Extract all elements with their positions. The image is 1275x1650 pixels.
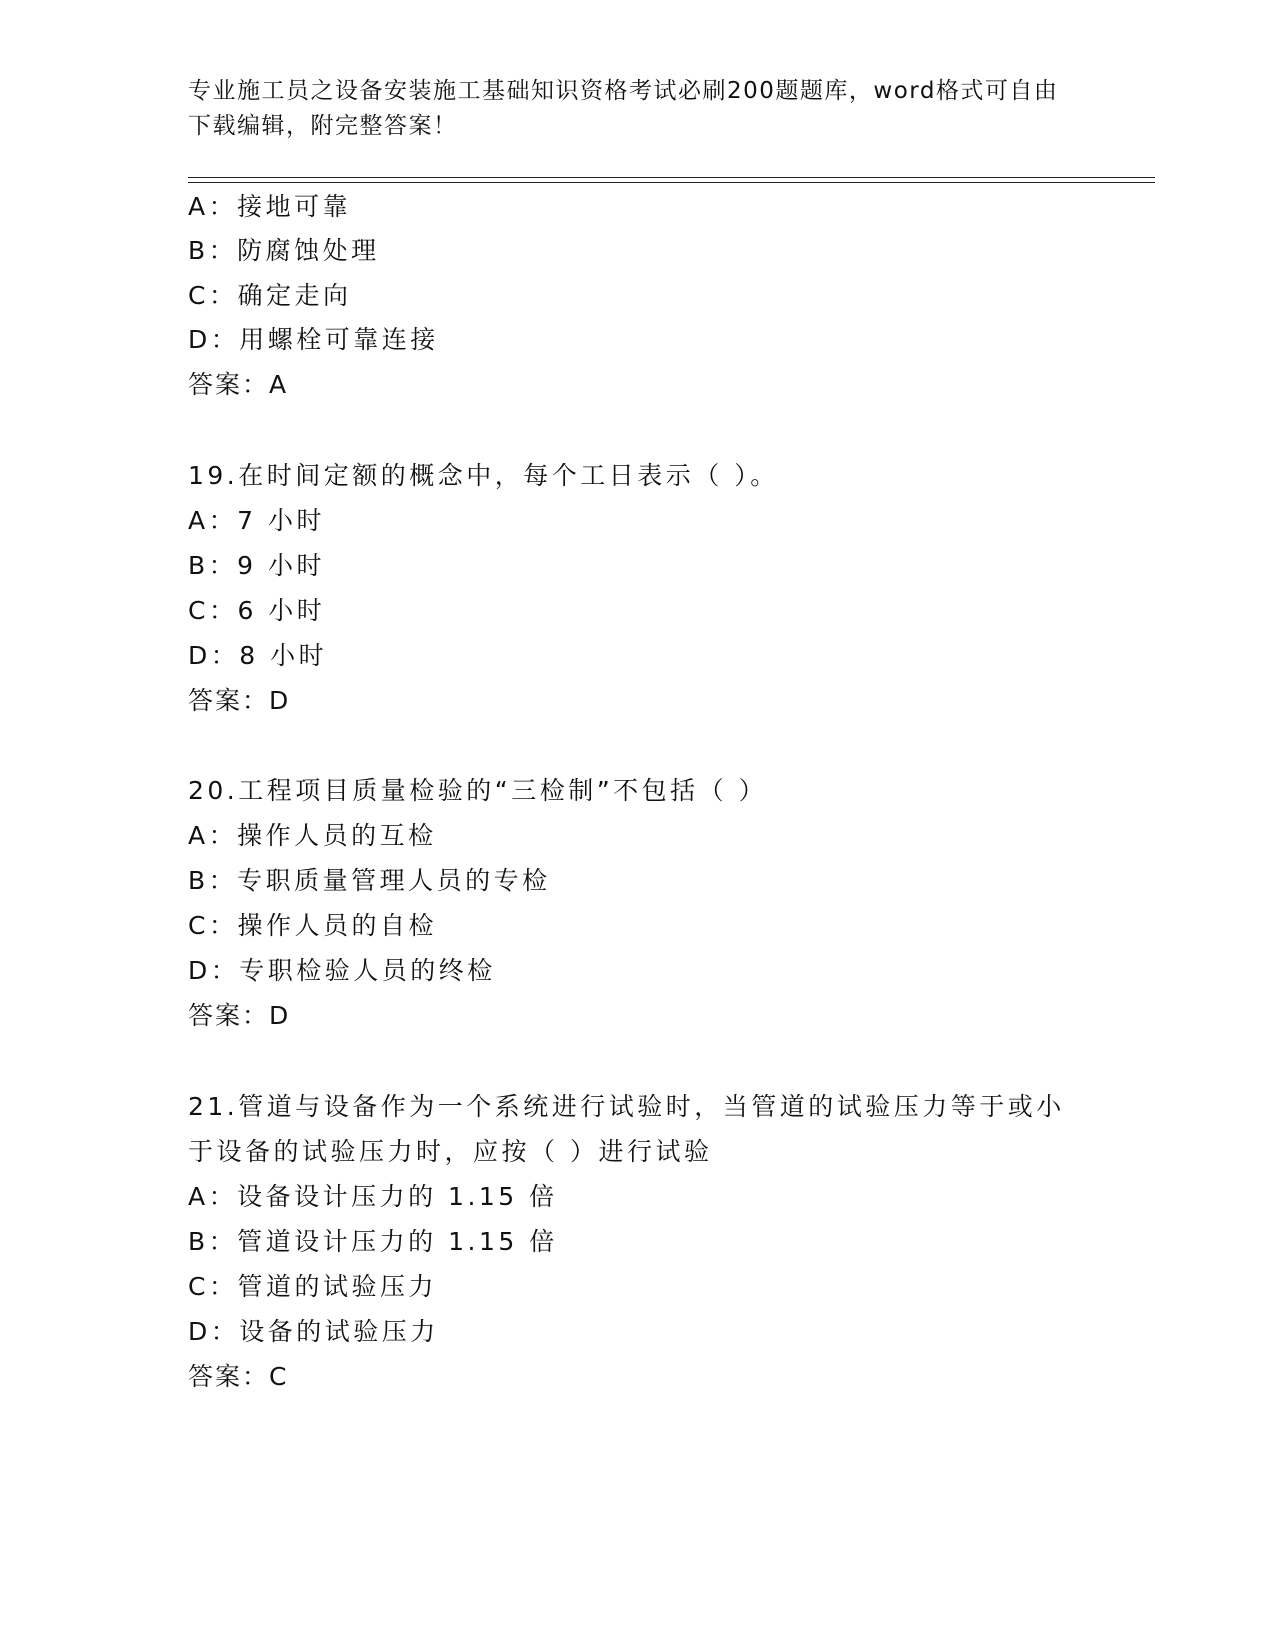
q18-option-b: B：防腐蚀处理 — [188, 236, 380, 265]
q19-option-b: B：9 小时 — [188, 551, 326, 580]
header-line-1: 专业施工员之设备安装施工基础知识资格考试必刷200题题库，word格式可自由 — [188, 78, 1059, 104]
q18-answer: 答案：A — [188, 370, 289, 399]
q19-option-c: C：6 小时 — [188, 596, 326, 625]
q19-option-a: A：7 小时 — [188, 506, 325, 535]
q20-option-b: B：专职质量管理人员的专检 — [188, 866, 551, 895]
q20-option-c: C：操作人员的自检 — [188, 911, 437, 940]
q20-answer: 答案：D — [188, 1001, 291, 1030]
document-header — [188, 74, 1088, 144]
q20-option-d: D：专职检验人员的终检 — [188, 956, 496, 985]
q20-stem: 20.工程项目质量检验的“三检制”不包括（ ） — [188, 776, 768, 805]
q19-stem: 19.在时间定额的概念中，每个工日表示（ ）。 — [188, 461, 779, 490]
q21-option-d: D：设备的试验压力 — [188, 1317, 439, 1346]
q21-option-c: C：管道的试验压力 — [188, 1272, 437, 1301]
q18-option-a: A：接地可靠 — [188, 192, 352, 221]
q21-answer: 答案：C — [188, 1362, 289, 1391]
header-divider-top — [188, 177, 1155, 178]
q20-option-a: A：操作人员的互检 — [188, 821, 437, 850]
header-divider-bottom — [188, 182, 1155, 183]
q19-option-d: D：8 小时 — [188, 641, 328, 670]
q21-option-a: A：设备设计压力的 1.15 倍 — [188, 1182, 558, 1211]
q18-option-c: C：确定走向 — [188, 281, 352, 310]
q21-stem-line-2: 于设备的试验压力时，应按（ ）进行试验 — [188, 1137, 713, 1166]
header-line-2: 下载编辑，附完整答案！ — [188, 113, 458, 139]
q18-option-d: D：用螺栓可靠连接 — [188, 325, 439, 354]
q19-answer: 答案：D — [188, 686, 291, 715]
q21-option-b: B：管道设计压力的 1.15 倍 — [188, 1227, 558, 1256]
q21-stem-line-1: 21.管道与设备作为一个系统进行试验时，当管道的试验压力等于或小 — [188, 1092, 1065, 1121]
